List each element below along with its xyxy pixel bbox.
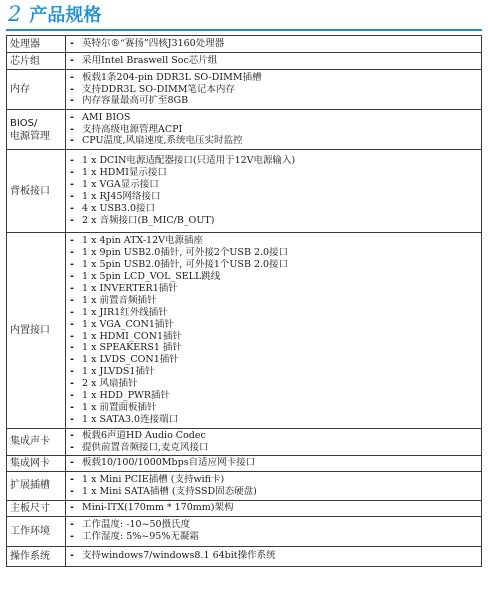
spec-item <box>70 155 481 167</box>
spec-item <box>70 430 481 442</box>
spec-label-line: 主板尺寸 <box>10 502 50 514</box>
spec-label-line: 工作环境 <box>10 525 50 537</box>
bullet-dash: - <box>70 378 74 390</box>
bullet-dash: - <box>70 155 74 167</box>
spec-item-text: 支持高级电源管理ACPI <box>82 123 183 135</box>
spec-item <box>70 486 481 498</box>
bullet-dash: - <box>70 55 74 67</box>
spec-value <box>66 36 482 53</box>
spec-item-text: Mini-ITX(170mm * 170mm)架构 <box>82 502 234 514</box>
bullet-dash: - <box>70 413 74 425</box>
bullet-dash: - <box>70 294 74 306</box>
spec-row-cpu <box>7 36 482 53</box>
spec-row-lan <box>7 455 482 471</box>
spec-row-environment <box>7 516 482 546</box>
spec-value <box>66 516 482 546</box>
spec-row-internal-io <box>7 233 482 429</box>
spec-item-text: 支持DDR3L SO-DIMM笔记本内存 <box>82 83 235 95</box>
spec-label-line: 集成声卡 <box>10 436 50 448</box>
spec-item-text: 内存容量最高可扩至8GB <box>82 95 189 107</box>
bullet-dash: - <box>70 123 74 135</box>
spec-item <box>70 191 481 203</box>
spec-item-text: 2 x 音频接口(B_MIC/B_OUT) <box>82 214 215 226</box>
spec-label <box>7 500 66 516</box>
spec-row-expansion <box>7 471 482 500</box>
spec-label-line: 集成网卡 <box>10 457 50 469</box>
spec-label-line: 背板接口 <box>10 185 50 197</box>
spec-row-os <box>7 546 482 566</box>
bullet-dash: - <box>70 473 74 485</box>
spec-item <box>70 342 481 354</box>
spec-label-line: 扩展插槽 <box>10 480 50 492</box>
spec-item <box>70 235 481 247</box>
spec-item <box>70 331 481 343</box>
spec-label-line: 电源管理 <box>10 130 50 142</box>
bullet-dash: - <box>70 390 74 402</box>
spec-label-line: 操作系统 <box>10 550 50 562</box>
spec-item <box>70 442 481 454</box>
spec-item <box>70 38 481 50</box>
section-number: 2 <box>8 2 22 26</box>
bullet-dash: - <box>70 441 74 453</box>
spec-item <box>70 295 481 307</box>
spec-item <box>70 319 481 331</box>
bullet-dash: - <box>70 235 74 247</box>
spec-row-memory <box>7 70 482 110</box>
bullet-dash: - <box>70 457 74 469</box>
spec-item <box>70 283 481 295</box>
bullet-dash: - <box>70 191 74 202</box>
bullet-dash: - <box>70 247 74 259</box>
section-header <box>8 2 101 26</box>
spec-item-text: CPU温度,风扇速度,系统电压实时监控 <box>82 135 243 147</box>
spec-item-text: 支持windows7/windows8.1 64bit操作系统 <box>82 550 276 562</box>
spec-label <box>7 53 66 70</box>
spec-label <box>7 36 66 53</box>
bullet-dash: - <box>70 354 74 366</box>
bullet-dash: - <box>70 330 74 342</box>
header-rule <box>6 29 482 31</box>
spec-item-text: 1 x Mini PCIE插槽 (支持wifi卡) <box>82 473 225 485</box>
spec-item-text: 2 x 风扇插针 <box>82 378 138 390</box>
spec-item-text: 1 x Mini SATA插槽 (支持SSD固态硬盘) <box>82 485 257 497</box>
spec-item <box>70 519 481 531</box>
spec-item-text: 工作湿度: 5%~95%无凝霜 <box>82 531 199 543</box>
spec-row-audio <box>7 429 482 456</box>
spec-label <box>7 70 66 110</box>
spec-item <box>70 84 481 96</box>
spec-item <box>70 72 481 84</box>
spec-item <box>70 179 481 191</box>
spec-label-line: 芯片组 <box>10 55 40 67</box>
spec-value <box>66 70 482 110</box>
spec-value <box>66 500 482 516</box>
spec-item-text: 1 x DCIN电源适配器接口(只适用于12V电源输入) <box>82 155 296 167</box>
spec-item <box>70 271 481 283</box>
spec-value <box>66 429 482 456</box>
bullet-dash: - <box>70 202 74 214</box>
bullet-dash: - <box>70 83 74 95</box>
bullet-dash: - <box>70 366 74 378</box>
spec-item-text: 1 x JIR1红外线插针 <box>82 306 168 318</box>
spec-item <box>70 112 481 124</box>
spec-item-text: 1 x SATA3.0连接端口 <box>82 413 179 425</box>
spec-item-text: 1 x VGA_CON1插针 <box>82 318 174 330</box>
spec-item <box>70 259 481 271</box>
spec-value <box>66 455 482 471</box>
spec-value <box>66 110 482 150</box>
bullet-dash: - <box>70 531 74 543</box>
spec-value <box>66 233 482 429</box>
spec-label-line: 内置接口 <box>10 325 50 336</box>
spec-label <box>7 150 66 233</box>
spec-item <box>70 354 481 366</box>
spec-item-text: 1 x LVDS_CON1插针 <box>82 354 179 366</box>
spec-label <box>7 429 66 456</box>
spec-label <box>7 516 66 546</box>
bullet-dash: - <box>70 342 74 354</box>
spec-item <box>70 366 481 378</box>
spec-item-text: 英特尔®“赛扬”四核J3160处理器 <box>82 38 225 50</box>
bullet-dash: - <box>70 179 74 191</box>
bullet-dash: - <box>70 282 74 294</box>
spec-item <box>70 390 481 402</box>
spec-item <box>70 474 481 486</box>
spec-item-text: 1 x 前置音频插针 <box>82 294 157 306</box>
spec-row-board-size <box>7 500 482 516</box>
spec-item <box>70 203 481 215</box>
spec-item-text: 1 x JLVDS1插针 <box>82 366 155 378</box>
spec-item-text: 工作温度: -10~50摄氏度 <box>82 519 191 531</box>
spec-value <box>66 546 482 566</box>
spec-item-text: 1 x HDMI_CON1插针 <box>82 330 182 342</box>
spec-item <box>70 550 481 562</box>
spec-label <box>7 546 66 566</box>
spec-item <box>70 307 481 319</box>
spec-item-text: 1 x INVERTER1插针 <box>82 282 178 294</box>
spec-item-text: 1 x HDD_PWR插针 <box>82 390 171 402</box>
spec-item-text: 采用Intel Braswell Soc芯片组 <box>82 55 218 67</box>
spec-item-text: AMI BIOS <box>82 111 131 123</box>
spec-item <box>70 215 481 227</box>
bullet-dash: - <box>70 519 74 531</box>
bullet-dash: - <box>70 135 74 147</box>
spec-item-text: 提供前置音频接口,麦克风接口 <box>82 441 209 453</box>
spec-item <box>70 402 481 414</box>
spec-item-text: 1 x 前置面板插针 <box>82 401 157 413</box>
bullet-dash: - <box>70 401 74 413</box>
spec-label <box>7 110 66 150</box>
bullet-dash: - <box>70 485 74 497</box>
spec-item-text: 板载10/100/1000Mbps自适应网卡接口 <box>82 457 256 469</box>
bullet-dash: - <box>70 111 74 123</box>
spec-value <box>66 53 482 70</box>
spec-label <box>7 471 66 500</box>
bullet-dash: - <box>70 38 74 50</box>
bullet-dash: - <box>70 270 74 282</box>
bullet-dash: - <box>70 259 74 271</box>
spec-label-line: BIOS/ <box>10 117 38 129</box>
spec-value <box>66 150 482 233</box>
spec-item <box>70 247 481 259</box>
spec-item-text: 1 x RJ45网络接口 <box>82 191 161 202</box>
spec-item <box>70 457 481 469</box>
spec-label-line: 内存 <box>10 84 30 95</box>
spec-item <box>70 55 481 67</box>
spec-label <box>7 233 66 429</box>
spec-item-text: 1 x HDMI显示接口 <box>82 167 167 179</box>
bullet-dash: - <box>70 306 74 318</box>
spec-item <box>70 124 481 136</box>
spec-item-text: 板载6声道HD Audio Codec <box>82 430 206 441</box>
spec-item <box>70 167 481 179</box>
bullet-dash: - <box>70 167 74 179</box>
spec-item-text: 板载1条204-pin DDR3L SO-DIMM插槽 <box>82 71 262 83</box>
spec-item <box>70 414 481 426</box>
spec-row-rear-io <box>7 150 482 233</box>
spec-item-text: 4 x USB3.0接口 <box>82 202 156 214</box>
spec-item-text: 1 x 5pin USB2.0插针, 可外接1个USB 2.0接口 <box>82 259 289 271</box>
bullet-dash: - <box>70 71 74 83</box>
spec-item <box>70 95 481 107</box>
bullet-dash: - <box>70 502 74 514</box>
spec-item-text: 1 x 4pin ATX-12V电源插座 <box>82 235 204 247</box>
bullet-dash: - <box>70 318 74 330</box>
section-title: 产品规格 <box>29 5 102 26</box>
bullet-dash: - <box>70 430 74 441</box>
spec-item-text: 1 x 5pin LCD_VOL_SELL跳线 <box>82 270 221 282</box>
spec-item <box>70 135 481 147</box>
bullet-dash: - <box>70 214 74 226</box>
spec-row-bios <box>7 110 482 150</box>
spec-item <box>70 502 481 514</box>
spec-item-text: 1 x VGA显示接口 <box>82 179 159 191</box>
spec-label-line: 处理器 <box>10 38 40 50</box>
bullet-dash: - <box>70 95 74 107</box>
bullet-dash: - <box>70 550 74 562</box>
spec-row-chipset <box>7 53 482 70</box>
spec-item-text: 1 x 9pin USB2.0插针, 可外接2个USB 2.0接口 <box>82 247 289 259</box>
spec-table <box>6 35 482 567</box>
spec-item-text: 1 x SPEAKERS1 插针 <box>82 342 182 354</box>
spec-value <box>66 471 482 500</box>
spec-label <box>7 455 66 471</box>
spec-item <box>70 531 481 543</box>
spec-item <box>70 378 481 390</box>
